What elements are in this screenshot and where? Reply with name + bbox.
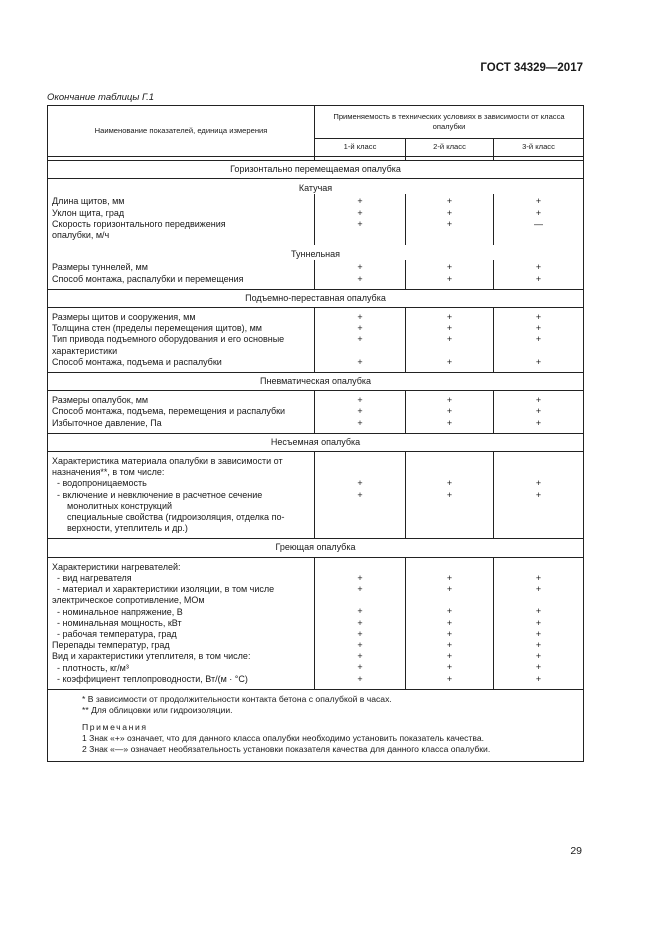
row-label: специальные свойства (гидроизоляция, отделка по-	[67, 512, 285, 523]
row-label: - рабочая температура, град	[57, 628, 177, 639]
table-row-group	[48, 308, 584, 373]
cell-value: +	[357, 617, 363, 628]
applicability-header: Применяемость в технических условиях в зависимости от класса опалубки	[315, 106, 584, 139]
cell-value: +	[446, 312, 453, 323]
cell-value: +	[357, 207, 363, 218]
cell-value: +	[535, 651, 542, 662]
cell-value: +	[446, 651, 453, 662]
row-label: - коэффициент теплопроводности, Вт/(м · °С)	[57, 673, 248, 684]
row-label: Длина щитов, мм	[52, 196, 125, 207]
section-heading: Греющая опалубка	[48, 539, 584, 557]
cell-value: +	[357, 334, 363, 345]
row-label: - водопроницаемость	[57, 478, 147, 489]
notes-title: Примечания	[82, 721, 148, 732]
table-notes	[48, 689, 584, 761]
row-label: Размеры щитов и сооружения, мм	[52, 312, 196, 323]
cell-value: +	[357, 218, 363, 229]
note-item: 1 Знак «+» означает, что для данного класса опалубки необходимо установить показатель качества.	[82, 732, 484, 743]
cell-value: +	[357, 628, 363, 639]
cell-value: +	[446, 218, 453, 229]
cell-value: +	[357, 640, 363, 650]
cell-value: +	[446, 356, 453, 367]
footnote: * В зависимости от продолжительности контакта бетона с опалубкой в часах.	[82, 693, 392, 704]
standard-number: ГОСТ 34329—2017	[480, 62, 583, 74]
cell-value: +	[357, 356, 363, 367]
cell-value: +	[535, 572, 542, 583]
row-label: - вид нагревателя	[57, 572, 132, 583]
cell-value: +	[357, 395, 363, 406]
cell-value: +	[357, 489, 363, 500]
row-label: Размеры опалубок, мм	[52, 395, 149, 406]
cell-value: +	[535, 395, 542, 406]
cell-value: +	[535, 617, 542, 628]
section-heading: Горизонтально перемещаемая опалубка	[48, 161, 584, 179]
cell-value: +	[535, 356, 542, 367]
col-name-header: Наименование показателей, единица измерения	[48, 106, 315, 157]
row-label: - плотность, кг/м³	[57, 662, 129, 673]
cell-value: +	[446, 572, 453, 583]
cell-value: +	[535, 323, 542, 334]
cell-value: +	[535, 417, 542, 428]
cell-value: +	[535, 334, 542, 345]
table-row-group	[48, 391, 584, 434]
class-1-header: 1-й класс	[315, 139, 406, 157]
cell-value: +	[446, 207, 453, 218]
row-label: - включение и невключение в расчетное сечение	[57, 489, 263, 500]
section-heading: Подъемно-переставная опалубка	[48, 289, 584, 307]
cell-value: +	[446, 196, 453, 207]
cell-value: +	[357, 196, 363, 207]
cell-value: +	[446, 628, 453, 639]
cell-value: +	[535, 662, 542, 673]
cell-value: +	[446, 406, 453, 417]
row-label: Толщина стен (пределы перемещения щитов), мм	[52, 323, 262, 334]
row-label: Уклон щита, град	[52, 207, 125, 218]
row-label: Характеристики нагревателей:	[52, 561, 181, 572]
row-label: Перепады температур, град	[52, 640, 170, 651]
row-label: монолитных конструкций	[67, 500, 172, 511]
section-heading: Пневматическая опалубка	[48, 373, 584, 391]
cell-value: +	[535, 273, 542, 284]
row-label: Способ монтажа, подъема и распалубки	[52, 356, 222, 367]
cell-value: +	[535, 207, 542, 218]
cell-value: +	[535, 406, 542, 417]
cell-value: +	[535, 489, 542, 500]
cell-value: +	[446, 673, 453, 684]
row-label: характеристики	[52, 345, 118, 356]
table-row-group	[48, 452, 584, 539]
note-item: 2 Знак «—» означает необязательность установки показателя качества для данного класса опалубки.	[82, 743, 491, 754]
cell-value: +	[446, 662, 453, 673]
cell-value: +	[446, 584, 453, 595]
row-label: Избыточное давление, Па	[52, 417, 162, 428]
specification-table	[47, 105, 584, 762]
class-2-header: 2-й класс	[406, 139, 494, 157]
row-label: Тип привода подъемного оборудования и его основные	[52, 334, 285, 345]
row-label: Характеристика материала опалубки в зависимости от	[52, 456, 283, 467]
cell-value: +	[535, 478, 542, 489]
cell-value: +	[357, 417, 363, 428]
cell-value: +	[446, 478, 453, 489]
cell-value: +	[357, 406, 363, 417]
row-label: опалубки, м/ч	[52, 230, 110, 241]
cell-value: +	[535, 584, 542, 595]
cell-value: +	[357, 572, 363, 583]
cell-value: +	[446, 640, 453, 650]
cell-value: +	[535, 196, 542, 207]
cell-value: +	[357, 262, 363, 273]
cell-value: +	[446, 489, 453, 500]
cell-value: +	[357, 312, 363, 323]
cell-value: +	[535, 312, 542, 323]
cell-value: +	[446, 273, 453, 284]
cell-value: +	[357, 584, 363, 595]
section-heading: Несъемная опалубка	[48, 433, 584, 451]
row-label: Скорость горизонтального передвижения	[52, 218, 226, 229]
cell-value: +	[446, 417, 453, 428]
table-row-group	[48, 194, 584, 245]
cell-value: +	[357, 673, 363, 684]
table-row-group	[48, 557, 584, 689]
cell-value: +	[357, 478, 363, 489]
cell-value: +	[446, 606, 453, 617]
table-header-row	[48, 106, 584, 139]
cell-value: +	[535, 606, 542, 617]
row-label: Способ монтажа, распалубки и перемещения	[52, 273, 244, 284]
row-label: верхности, утеплитель и др.)	[67, 523, 188, 534]
row-label: - материал и характеристики изоляции, в том числе	[57, 584, 275, 595]
cell-value: +	[357, 662, 363, 673]
cell-value: +	[446, 395, 453, 406]
row-label: Способ монтажа, подъема, перемещения и распалубки	[52, 406, 286, 417]
row-label: Размеры туннелей, мм	[52, 262, 148, 273]
row-label: - номинальное напряжение, В	[57, 606, 183, 617]
row-label: назначения**, в том числе:	[52, 467, 165, 478]
cell-value: +	[357, 651, 363, 662]
cell-value: +	[357, 323, 363, 334]
row-label: электрическое сопротивление, МОм	[52, 595, 205, 606]
subsection-heading: Туннельная	[291, 249, 340, 260]
page-number: 29	[570, 845, 582, 857]
cell-value: +	[357, 273, 363, 284]
row-label: - номинальная мощность, кВт	[57, 617, 182, 628]
cell-value: +	[446, 334, 453, 345]
cell-value: +	[535, 673, 542, 684]
cell-value: +	[446, 323, 453, 334]
class-3-header: 3-й класс	[494, 139, 584, 157]
cell-value: +	[535, 628, 542, 639]
footnote: ** Для облицовки или гидроизоляции.	[82, 704, 233, 715]
table-row-group	[48, 260, 584, 289]
cell-value: +	[446, 262, 453, 273]
cell-value: +	[446, 617, 453, 628]
subsection-heading: Катучая	[298, 183, 333, 194]
cell-value: +	[535, 262, 542, 273]
cell-value: —	[534, 218, 544, 229]
row-label: Вид и характеристики утеплителя, в том числе:	[52, 651, 251, 662]
cell-value: +	[357, 606, 363, 617]
cell-value: +	[535, 640, 542, 650]
table-caption: Окончание таблицы Г.1	[47, 92, 155, 103]
